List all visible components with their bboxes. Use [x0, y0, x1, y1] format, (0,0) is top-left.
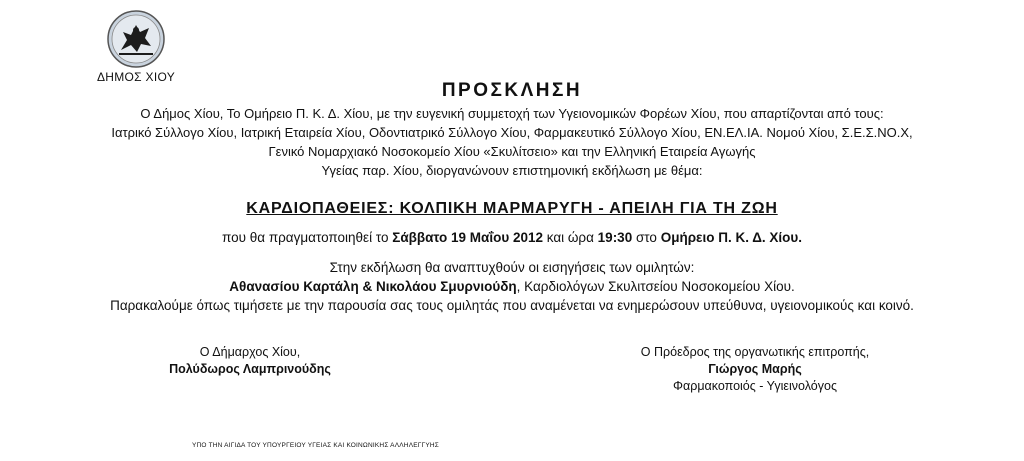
event-date: Σάββατο 19 Μαΐου 2012 [392, 230, 543, 245]
president-title: Φαρμακοποιός - Υγιεινολόγος [673, 379, 837, 393]
intro-line: Γενικό Νομαρχιακό Νοσοκομείο Χίου «Σκυλίτσειο» και την Ελληνική Εταιρεία Αγωγής [268, 144, 756, 159]
time-prefix: και ώρα [543, 230, 598, 245]
intro-line: Υγείας παρ. Χίου, διοργανώνουν επιστημονική εκδήλωση με θέμα: [321, 163, 703, 178]
signature-committee-president [600, 344, 910, 395]
mayor-name: Πολύδωρος Λαμπρινούδης [169, 362, 331, 376]
speakers-intro: Στην εκδήλωση θα αναπτυχθούν οι εισηγήσεις των ομιλητών: [329, 260, 695, 275]
patronage-footer: ΥΠΟ ΤΗΝ ΑΙΓΙΔΑ ΤΟΥ ΥΠΟΥΡΓΕΙΟΥ ΥΓΕΙΑΣ ΚΑΙ ΚΟΙΝΩΝΙΚΗΣ ΑΛΛΗΛΕΓΓΥΗΣ [192, 442, 439, 449]
president-role: Ο Πρόεδρος της οργανωτικής επιτροπής, [640, 345, 870, 359]
event-time: 19:30 [597, 230, 633, 245]
intro-line: Ο Δήμος Χίου, Το Ομήρειο Π. Κ. Δ. Χίου, με την ευγενική συμμετοχή των Υγειονομικών Φορέων Χίου, που απαρτίζονται από τους: [140, 106, 884, 121]
closing-text: Παρακαλούμε όπως τιμήσετε με την παρουσία σας τους ομιλητάς που αναμένεται να ενημερώσουν υπεύθυνα, υγειονομικούς και κοινό. [110, 298, 914, 313]
schedule-prefix: που θα πραγματοποιηθεί το [221, 230, 393, 245]
event-topic: ΚΑΡΔΙΟΠΑΘΕΙΕΣ: ΚΟΛΠΙΚΗ ΜΑΡΜΑΡΥΓΗ - ΑΠΕΙΛΗ ΓΙΑ ΤΗ ΖΩΗ [246, 200, 778, 217]
intro-line: Ιατρικό Σύλλογο Χίου, Ιατρική Εταιρεία Χίου, Οδοντιατρικό Σύλλογο Χίου, Φαρμακευτικό Σύλλογο Χίου, ΕΝ.ΕΛ.ΙΑ. Νομού Χίου, Σ.Ε.Σ.ΝΟ.Χ, [111, 125, 913, 140]
speakers-names: Αθανασίου Καρτάλη & Νικολάου Σμυρνιούδη [229, 279, 517, 294]
mayor-role: Ο Δήμαρχος Χίου, [199, 345, 301, 359]
speakers-suffix: , Καρδιολόγων Σκυλιτσείου Νοσοκομείου Χίου. [516, 279, 795, 294]
place-prefix: στο [632, 230, 661, 245]
signature-mayor [120, 344, 380, 378]
event-place: Ομήρειο Π. Κ. Δ. Χίου. [660, 230, 803, 245]
speakers-line [0, 278, 1024, 296]
municipality-label: ΔΗΜΟΣ ΧΙΟΥ [96, 70, 176, 84]
event-schedule [0, 229, 1024, 247]
president-name: Γιώργος Μαρής [708, 362, 802, 376]
invitation-title: ΠΡΟΣΚΛΗΣΗ [441, 80, 583, 101]
municipality-seal-logo [107, 10, 165, 68]
